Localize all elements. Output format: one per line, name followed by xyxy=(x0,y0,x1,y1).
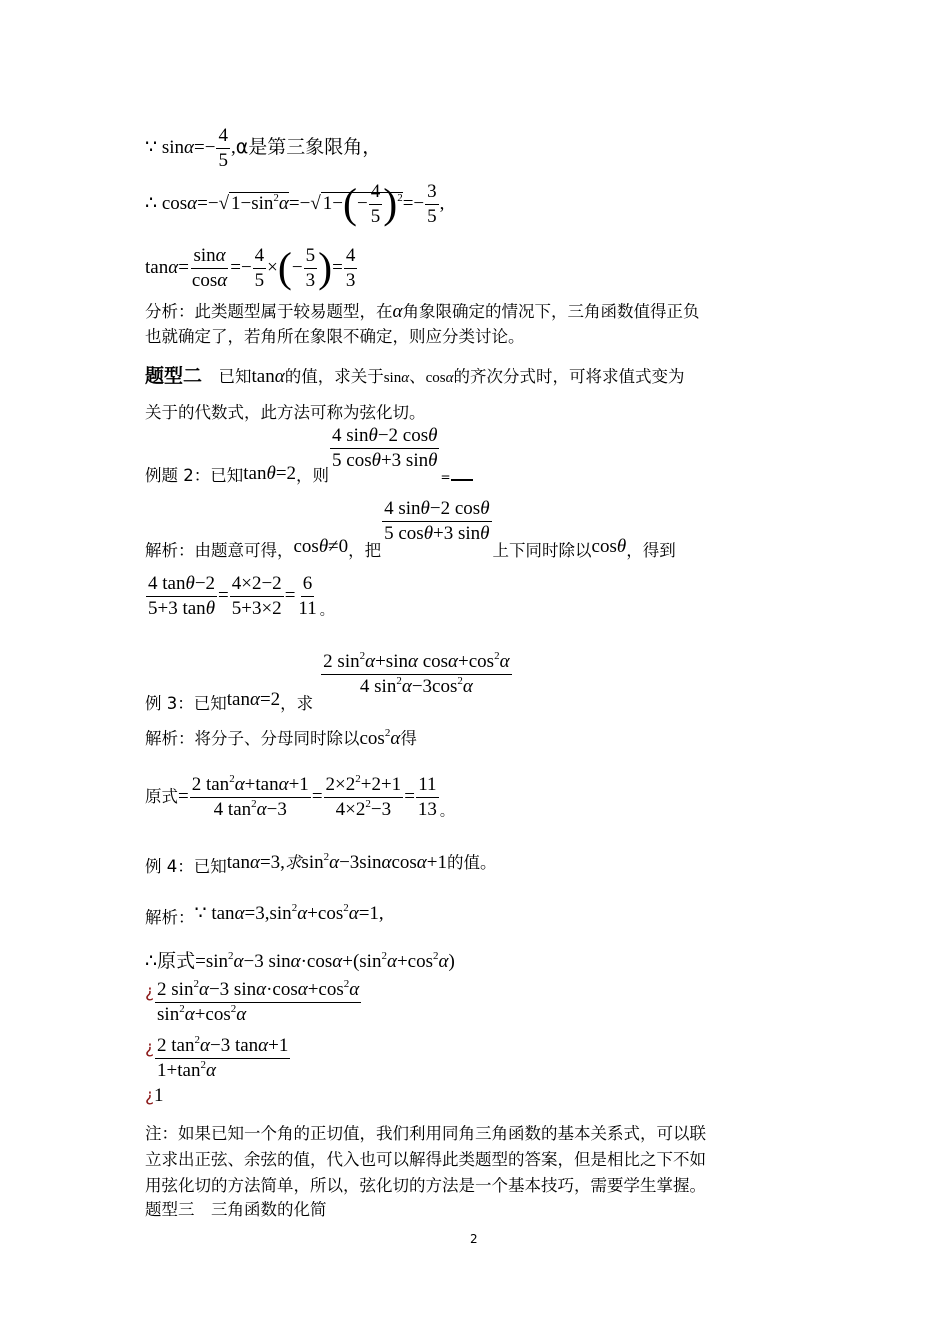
solution-3-line: 解析：将分子、分母同时除以$\cos^2\alpha$得 xyxy=(145,727,417,749)
cos-derivation-line: ∴ cosα=−√ $1-\sin^2\alpha=-√$ 1−(− $\frac{4}{5}$ )$^2$=− $\frac{3}{5}$ , xyxy=(145,181,445,228)
example-2-line: 例题 2：已知tanθ=2，则 $\frac{4 \sin\theta-2 \cos\theta}{5 \cos\theta+3 \sin\theta}$ $_=$ xyxy=(145,424,473,473)
note-line-2: 立求出正弦、余弦的值，代入也可以解得此类题型的答案，但是相比之下不如 xyxy=(145,1150,706,1169)
analysis-line-2: 也就确定了，若角所在象限不确定，则应分类讨论。 xyxy=(145,327,525,346)
page-number: 2 xyxy=(470,1232,478,1246)
solution-4-step-3: ¿ $\frac{2 \tan^2\alpha-3 \tan\alpha+1}{1+\tan^2\alpha}$ xyxy=(145,1034,289,1081)
type2-heading-line: 题型二 已知tanα的值，求关于sinα、cosα的齐次分式时，可将求值式变为 xyxy=(145,365,685,387)
tan-derivation-line: tanα= $\frac{\sin\alpha}{\cos\alpha}$ =− $\frac{4}{5}$ ×(− $\frac{5}{3}$ )= $\frac{4}{3}$ xyxy=(145,245,356,292)
type2-line-2: 关于的代数式，此方法可称为弦化切。 xyxy=(145,403,426,422)
solution-2-line: 解析：由题意可得，cosθ≠0，把 $\frac{4 \sin\theta-2 \cos\theta}{5 \cos\theta+3 \sin\theta}$ 上下同时除以cosθ，得到 xyxy=(145,498,676,560)
solution-4-step-2: ¿ $\frac{2 \sin^2\alpha-3 \sin\alpha\cdot\cos\alpha+\cos^2\alpha}{\sin^2\alpha+\cos^2\alpha}$ xyxy=(145,978,360,1025)
solution-3-result: 原式= $\frac{2 \tan^2\alpha+\tan\alpha+1}{4 \tan^2\alpha-3}$ = $\frac{2\times 2^2+2+1}{4\times 2^2-3}$ = $\frac{11}{13}$ $_。$ xyxy=(145,773,454,820)
answer-blank xyxy=(451,479,473,481)
solution-4-line: 解析：∵ $\tan\alpha=3,\sin^2\alpha+\cos^2\alpha=1$, xyxy=(145,902,384,927)
type2-title: 题型二 xyxy=(145,365,203,387)
example-3-line: 例 3：已知tanα=2，求 $\frac{2 \sin^2\alpha+\sin\alpha \cos\alpha+\cos^2\alpha}{4 \sin^2\alpha-3\cos^2\alpha}$ xyxy=(145,650,510,713)
solution-4-answer: ¿1 xyxy=(145,1085,164,1106)
note-line-1: 注：如果已知一个角的正切值，我们利用同角三角函数的基本关系式，可以联 xyxy=(145,1124,706,1143)
type3-heading: 题型三 三角函数的化简 xyxy=(145,1200,327,1219)
note-line-3: 用弦化切的方法简单，所以，弦化切的方法是一个基本技巧，需要学生掌握。 xyxy=(145,1176,706,1195)
quadrant-text: α是第三象限角， xyxy=(235,135,382,158)
example-4-line: 例 4：已知tanα=3,求$\sin^2\alpha-3\sin\alpha\cos\alpha+1$的值。 xyxy=(145,851,497,876)
given-sin-line: ∵ sinα=− $\frac{4}{5}$ ,α是第三象限角， xyxy=(145,125,382,171)
solution-4-step-1: ∴原式$=\sin^2\alpha-3$ $\sin\alpha\cdot\cos\alpha+(\sin^2\alpha+\cos^2\alpha)$ xyxy=(145,950,455,972)
analysis-line-1: 分析：此类题型属于较易题型，在α角象限确定的情况下，三角函数值得正负 xyxy=(145,301,700,322)
solution-2-result: $\frac{4 \tan\theta-2}{5+3 \tan\theta}$ = $\frac{4\times 2-2}{5+3\times 2}$ = $\frac{6}{11}$ $_。$ xyxy=(148,573,334,619)
